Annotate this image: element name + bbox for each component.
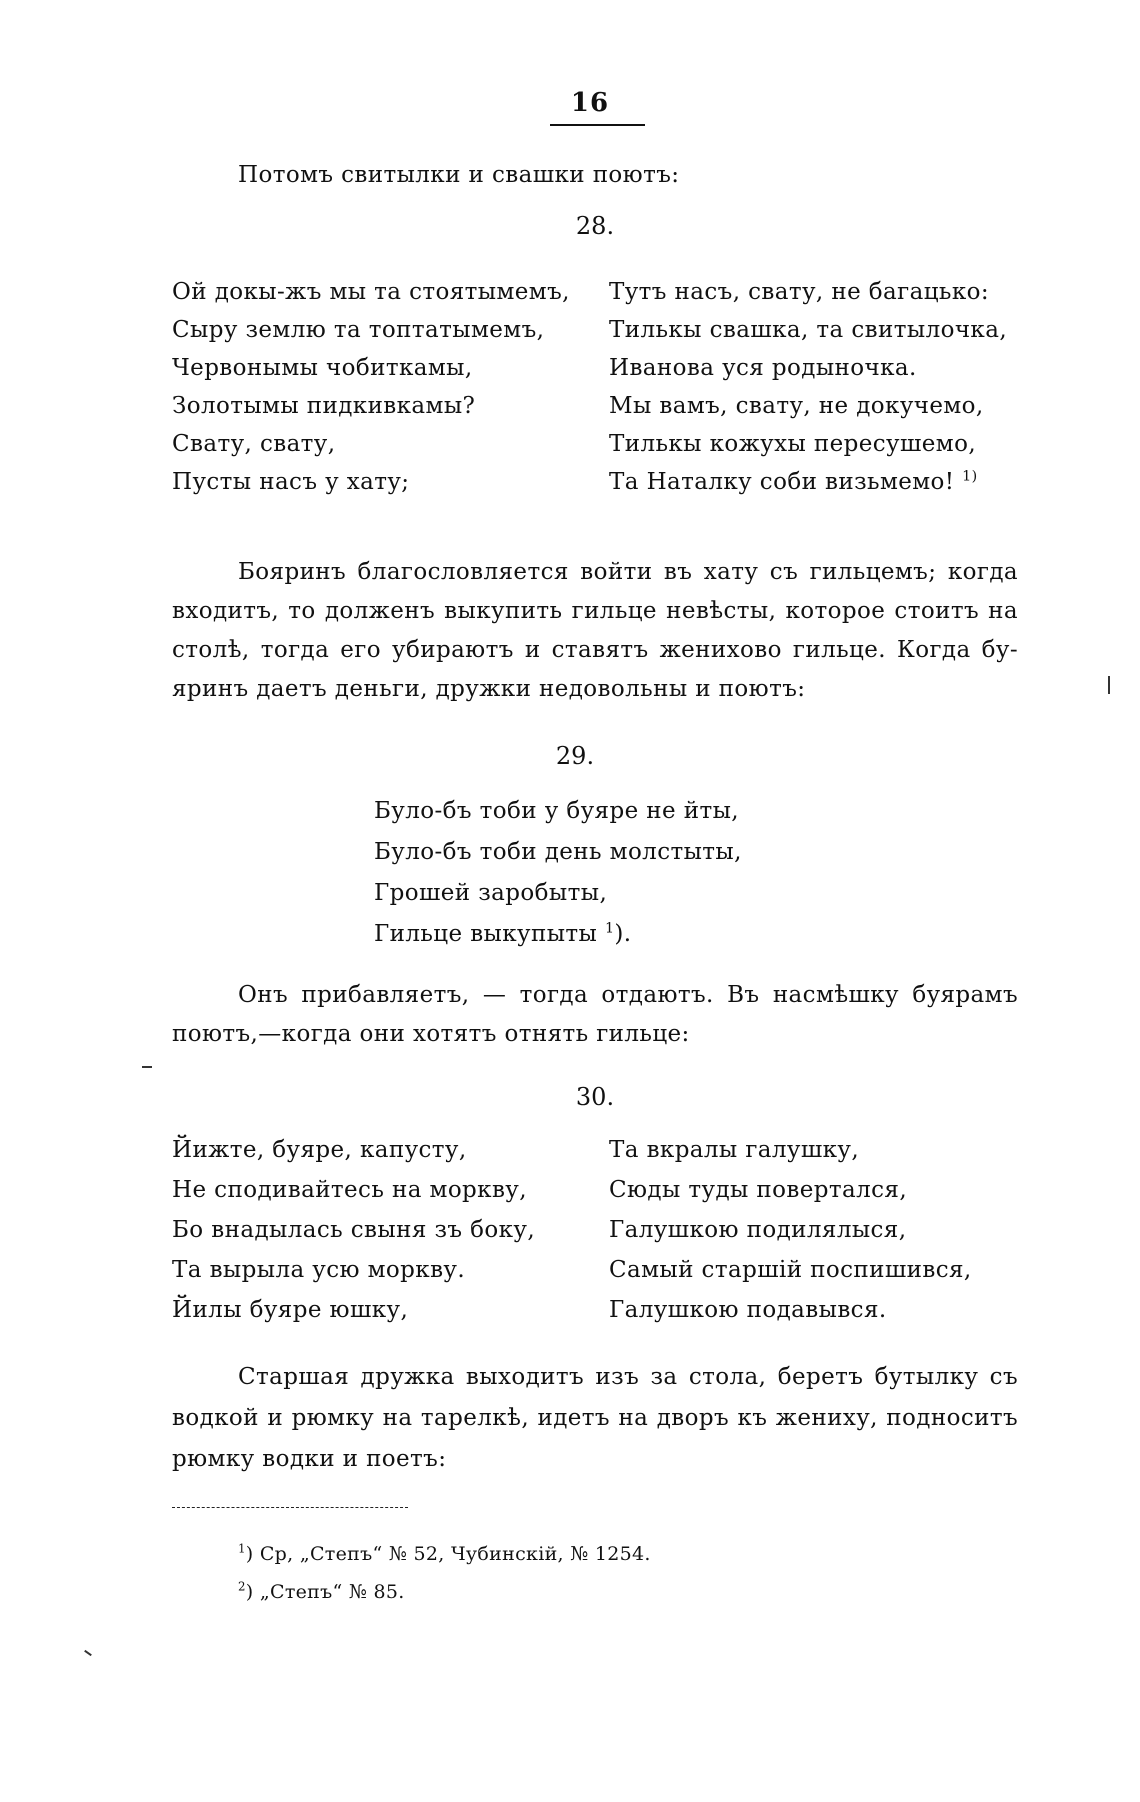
song-28-number: 28. <box>575 212 615 240</box>
verse-line: Тутъ насъ, свату, не багацько: <box>609 279 989 305</box>
verse-line: Тилькы кожухы пересушемо, <box>609 431 977 457</box>
scan-speck <box>1108 676 1110 694</box>
intro-line <box>238 156 679 195</box>
paragraph-line: входитъ, то долженъ выкупить гильце невѣсты, которое стоитъ на <box>172 598 1018 624</box>
paragraph-line: столѣ, тогда его убираютъ и ставятъ женихово гильце. Когда бу- <box>172 637 1018 663</box>
verse-line: Не сподивайтесь на моркву, <box>172 1177 527 1203</box>
verse-line-text: Та Наталку соби визьмемо! <box>609 469 955 495</box>
verse-line: Сюды туды повертался, <box>609 1177 908 1203</box>
song-30-right-column <box>609 1130 972 1330</box>
song-30-number: 30. <box>575 1083 615 1111</box>
footnote-text: ) „Степъ“ № 85. <box>245 1581 405 1603</box>
footnote-separator <box>172 1507 408 1508</box>
footnote-mark: 1 <box>238 1541 246 1556</box>
verse-line: Червонымы чобиткамы, <box>172 355 473 381</box>
verse-line: Було-бъ тоби у буяре не йты, <box>374 798 740 824</box>
paragraph-line: поютъ,—когда они хотятъ отнять гильце: <box>172 1021 690 1047</box>
verse-line: Галушкою подилялыся, <box>609 1217 907 1243</box>
page-number-rule <box>550 124 645 126</box>
paragraph-line: Онъ прибавляетъ, — тогда отдаютъ. Въ насмѣшку буярамъ <box>238 982 1018 1008</box>
paragraph-2 <box>172 976 1018 1054</box>
song-30-left-column <box>172 1130 535 1330</box>
paragraph-line: рюмку водки и поетъ: <box>172 1446 447 1472</box>
footnote-close: ). <box>614 921 632 947</box>
verse-line: Мы вамъ, свату, не докучемо, <box>609 393 984 419</box>
verse-line: Пусты насъ у хату; <box>172 469 410 495</box>
verse-line: Ой докы-жъ мы та стоятымемъ, <box>172 279 570 305</box>
paragraph-1 <box>172 553 1018 709</box>
verse-line: Та вырыла усю моркву. <box>172 1257 466 1283</box>
verse-line-text: Гильце выкупыты <box>374 921 598 947</box>
footnote-ref: 1) <box>962 468 978 485</box>
verse-line: Тилькы свашка, та свитылочка, <box>609 317 1008 343</box>
paragraph-line: водкой и рюмку на тарелкѣ, идетъ на дворъ къ жениху, подноситъ <box>172 1405 1018 1431</box>
verse-line: Грошей заробыты, <box>374 880 608 906</box>
verse-line: Свату, свату, <box>172 431 336 457</box>
verse-line: Золотымы пидкивкамы? <box>172 393 476 419</box>
paragraph-line: яринъ даетъ деньги, дружки недовольны и поютъ: <box>172 676 806 702</box>
song-29-verse <box>374 791 742 955</box>
verse-line: Сыру землю та топтатымемъ, <box>172 317 545 343</box>
verse-line: Йижте, буяре, капусту, <box>172 1137 467 1163</box>
intro-text: Потомъ свитылки и свашки поютъ: <box>238 162 680 188</box>
verse-line: Було-бъ тоби день молстыты, <box>374 839 742 865</box>
paragraph-line: Старшая дружка выходитъ изъ за стола, беретъ бутылку съ <box>238 1364 1018 1390</box>
footnote-1 <box>238 1535 651 1573</box>
footnote-text: ) Ср, „Степъ“ № 52, Чубинскій, № 1254. <box>245 1543 651 1565</box>
footnote-2 <box>238 1573 651 1611</box>
verse-line: Та вкралы галушку, <box>609 1137 860 1163</box>
paragraph-3 <box>172 1357 1018 1480</box>
footnote-mark: 2 <box>238 1579 246 1594</box>
verse-line: Самый старшій поспишився, <box>609 1257 972 1283</box>
footnotes <box>238 1535 651 1611</box>
paragraph-line: Бояринъ благословляется войти въ хату съ гильцемъ; когда <box>238 559 1018 585</box>
scan-speck <box>84 1650 92 1656</box>
footnote-ref: 1 <box>604 920 615 937</box>
verse-line: Галушкою подавывся. <box>609 1297 887 1323</box>
song-28-left-column <box>172 273 570 501</box>
song-29-number: 29. <box>555 742 595 770</box>
verse-line <box>609 463 1007 501</box>
page-number: 16 <box>570 88 610 118</box>
verse-line: Йилы буяре юшку, <box>172 1297 409 1323</box>
verse-line: Бо внадылась свыня зъ боку, <box>172 1217 536 1243</box>
song-28-right-column <box>609 273 1007 501</box>
verse-line: Иванова уся родыночка. <box>609 355 917 381</box>
scan-speck <box>142 1066 152 1068</box>
verse-line <box>374 914 742 955</box>
